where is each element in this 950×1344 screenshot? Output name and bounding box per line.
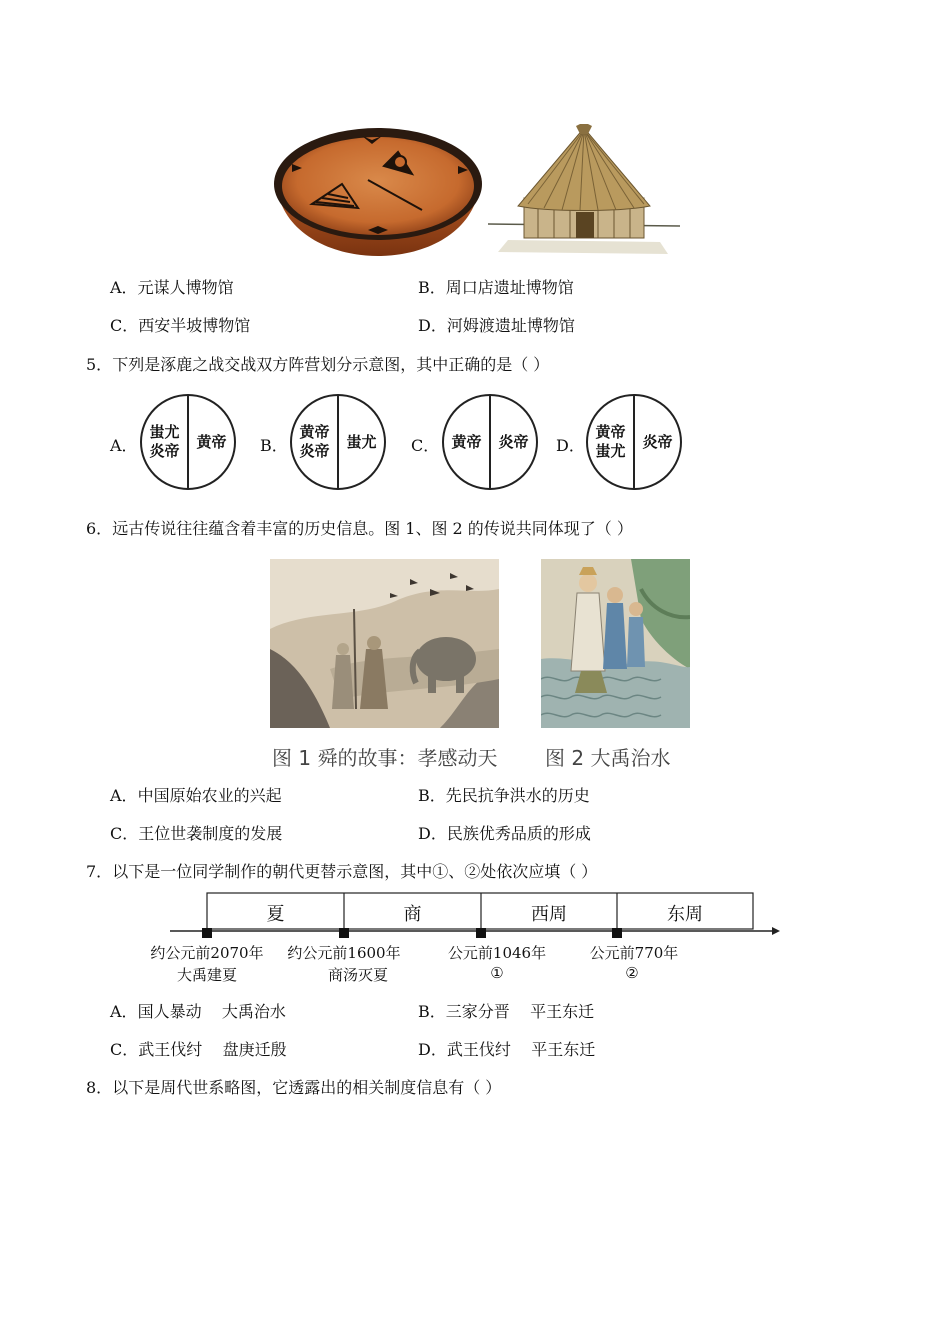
option-letter: C． — [110, 1040, 139, 1059]
option-text: 王位世袭制度的发展 — [138, 824, 283, 843]
camp-diagram-circle — [586, 394, 682, 490]
camp-right — [189, 396, 234, 488]
camp-name: 炎帝 — [149, 442, 180, 460]
option-text: 国人暴动 大禹治水 — [137, 1002, 286, 1021]
timeline-date-4: 公元前770年 — [589, 944, 679, 962]
q6-option-a[interactable] — [110, 783, 282, 806]
camp-name: 蚩尤 — [595, 442, 626, 460]
option-letter: D． — [418, 1040, 447, 1059]
camp-right — [491, 396, 536, 488]
camp-left — [142, 396, 189, 488]
camp-diagram-circle — [140, 394, 236, 490]
q7-option-c[interactable] — [110, 1037, 287, 1060]
option-letter: B． — [260, 436, 288, 455]
painted-pottery-bowl-image — [272, 122, 484, 258]
camp-left — [444, 396, 491, 488]
timeline-event-2: 商汤灭夏 — [327, 966, 388, 984]
dynasty-label-western-zhou: 西周 — [531, 904, 567, 925]
question-text: 下列是涿鹿之战交战双方阵营划分示意图，其中正确的是（ ） — [112, 355, 550, 374]
timeline-event-1: 大禹建夏 — [176, 966, 237, 984]
option-text: 三家分晋 平王东迁 — [445, 1002, 595, 1021]
question-text: 以下是一位同学制作的朝代更替示意图，其中①、②处依次应填（ ） — [112, 862, 598, 881]
option-text: 民族优秀品质的形成 — [446, 824, 591, 843]
option-letter: A． — [110, 278, 138, 297]
option-text: 中国原始农业的兴起 — [137, 786, 282, 805]
camp-name: 黄帝 — [196, 432, 227, 451]
figure-1-shun-painting — [270, 559, 499, 728]
q4-option-c[interactable] — [110, 313, 250, 336]
question-number: 8． — [86, 1078, 113, 1097]
q7-option-b[interactable] — [418, 999, 594, 1022]
camp-name: 蚩尤 — [149, 423, 180, 441]
option-text: 武王伐纣 平王东迁 — [446, 1040, 596, 1059]
question-8 — [86, 1075, 501, 1098]
option-text: 武王伐纣 盘庚迁殷 — [138, 1040, 287, 1059]
option-letter: D． — [556, 436, 585, 455]
dynasty-timeline — [150, 888, 790, 988]
q6-option-c[interactable] — [110, 821, 282, 844]
camp-diagram-circle — [442, 394, 538, 490]
q7-option-a[interactable] — [110, 999, 286, 1022]
q7-option-d[interactable] — [418, 1037, 595, 1060]
camp-name: 黄帝 — [595, 423, 626, 441]
question-number: 5． — [86, 355, 113, 374]
camp-diagram-circle — [290, 394, 386, 490]
question-5 — [86, 352, 549, 375]
option-text: 西安半坡博物馆 — [138, 316, 251, 335]
option-letter: A． — [110, 436, 138, 455]
figure-2-dayu-painting — [541, 559, 690, 728]
option-letter: A． — [110, 786, 138, 805]
timeline-date-1: 约公元前2070年 — [150, 944, 264, 962]
option-text: 先民抗争洪水的历史 — [445, 786, 590, 805]
camp-right — [635, 396, 680, 488]
dynasty-label-shang: 商 — [403, 904, 422, 925]
camp-name: 蚩尤 — [346, 432, 377, 451]
question-number: 6． — [86, 519, 113, 538]
option-text: 河姆渡遗址博物馆 — [446, 316, 575, 335]
option-letter: C． — [110, 316, 139, 335]
option-text: 元谋人博物馆 — [137, 278, 234, 297]
option-text: 周口店遗址博物馆 — [445, 278, 574, 297]
camp-name: 炎帝 — [299, 442, 330, 460]
camp-name: 炎帝 — [498, 432, 529, 451]
option-letter: D． — [418, 316, 447, 335]
camp-left — [292, 396, 339, 488]
camp-name: 黄帝 — [299, 423, 330, 441]
figure-2-caption: 图 2 大禹治水 — [545, 746, 671, 770]
q4-option-b[interactable] — [418, 275, 574, 298]
option-letter: B． — [418, 786, 446, 805]
q4-option-d[interactable] — [418, 313, 575, 336]
option-letter: C． — [110, 824, 139, 843]
question-6 — [86, 516, 633, 539]
timeline-date-3: 公元前1046年 — [447, 944, 547, 962]
option-letter: C． — [411, 436, 440, 455]
thatched-hut-image — [488, 124, 680, 258]
figure-1-caption: 图 1 舜的故事：孝感动天 — [272, 746, 498, 770]
q6-option-b[interactable] — [418, 783, 590, 806]
option-letter: B． — [418, 278, 446, 297]
question-7 — [86, 859, 597, 882]
dynasty-label-eastern-zhou: 东周 — [667, 904, 703, 925]
option-letter: A． — [110, 1002, 138, 1021]
option-letter: B． — [418, 1002, 446, 1021]
question-number: 7． — [86, 862, 113, 881]
camp-name: 黄帝 — [451, 432, 482, 451]
camp-right — [339, 396, 384, 488]
timeline-date-2: 约公元前1600年 — [287, 944, 401, 962]
option-letter: D． — [418, 824, 447, 843]
question-text: 以下是周代世系略图，它透露出的相关制度信息有（ ） — [112, 1078, 502, 1097]
timeline-blank-1: ① — [490, 964, 504, 982]
camp-name: 炎帝 — [642, 432, 673, 451]
q4-option-a[interactable] — [110, 275, 234, 298]
question-text: 远古传说往往蕴含着丰富的历史信息。图 1、图 2 的传说共同体现了（ ） — [112, 519, 633, 538]
timeline-blank-2: ② — [625, 964, 639, 982]
q6-option-d[interactable] — [418, 821, 591, 844]
dynasty-label-xia: 夏 — [266, 904, 285, 925]
camp-left — [588, 396, 635, 488]
